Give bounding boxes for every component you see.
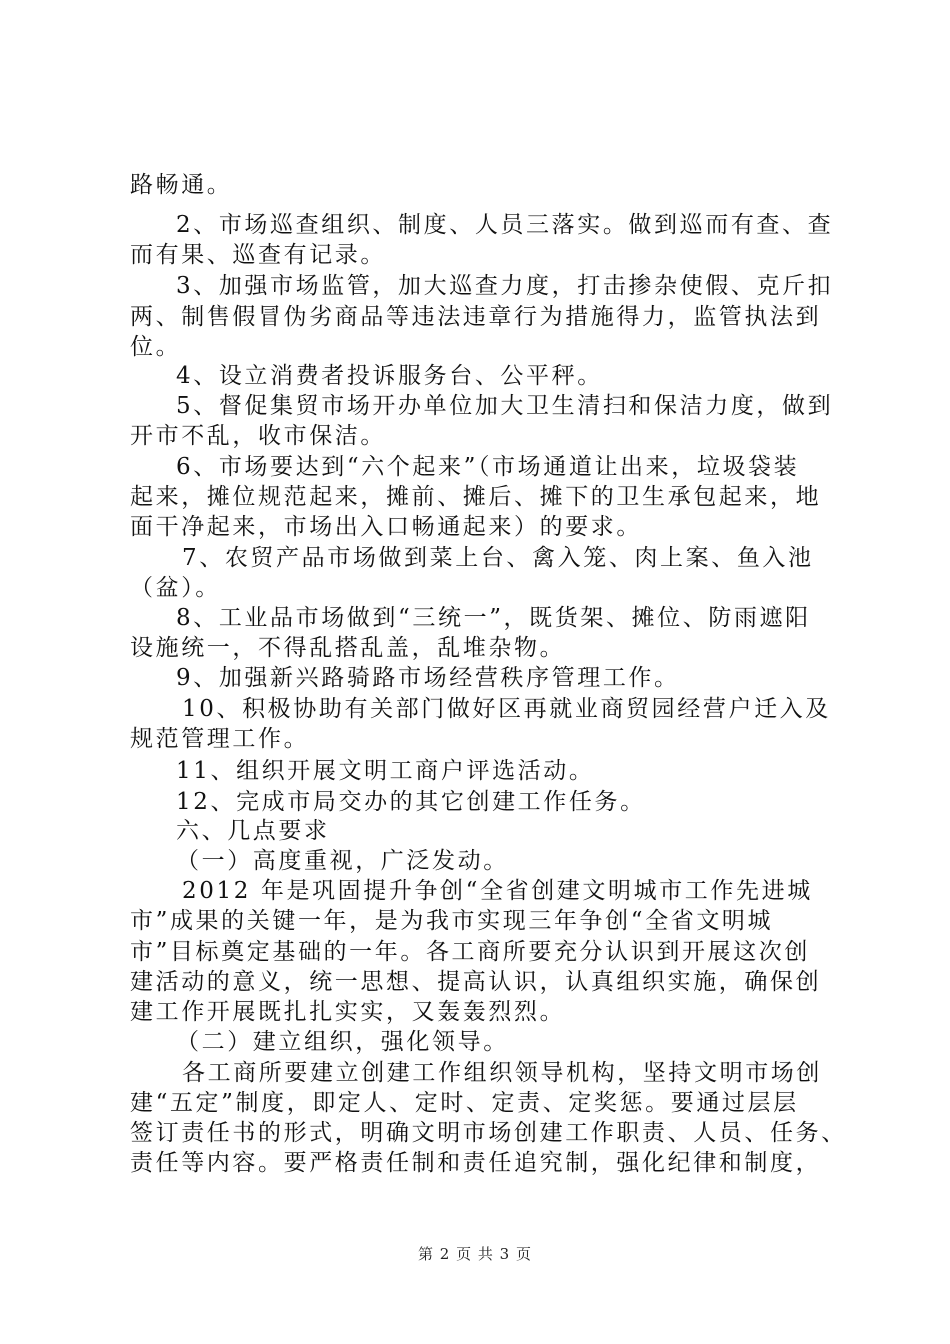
text-line: 建“五定”制度，即定人、定时、定责、定奖惩。要通过层层 — [130, 1090, 799, 1116]
section-heading: 六、几点要求 — [176, 818, 330, 844]
text-line: 市”成果的关键一年，是为我市实现三年争创“全省文明城 — [130, 908, 774, 934]
text-line: 位。 — [130, 334, 182, 360]
text-line: 12、完成市局交办的其它创建工作任务。 — [176, 789, 646, 815]
text-line: 6、市场要达到“六个起来”（市场通道让出来，垃圾袋装 — [176, 454, 800, 480]
text-line: 建工作开展既扎扎实实，又轰轰烈烈。 — [130, 999, 566, 1025]
text-line: 市”目标奠定基础的一年。各工商所要充分认识到开展这次创 — [130, 939, 810, 965]
text-line: 9、加强新兴路骑路市场经营秩序管理工作。 — [176, 665, 680, 691]
subsection-heading: （一）高度重视，广泛发动。 — [176, 848, 509, 874]
text-line: 面干净起来，市场出入口畅通起来）的要求。 — [130, 514, 642, 540]
text-line: 各工商所要建立创建工作组织领导机构，坚持文明市场创 — [182, 1060, 822, 1086]
text-line: 7、农贸产品市场做到菜上台、禽入笼、肉上案、鱼入池 — [182, 545, 814, 571]
text-line: 两、制售假冒伪劣商品等违法违章行为措施得力，监管执法到 — [130, 304, 822, 330]
text-line: 2012 年是巩固提升争创“全省创建文明城市工作先进城 — [182, 878, 813, 904]
text-line: 而有果、巡查有记录。 — [130, 242, 386, 268]
text-line: 4、设立消费者投诉服务台、公平秤。 — [176, 363, 603, 389]
text-line: 签订责任书的形式，明确文明市场创建工作职责、人员、任务、 — [130, 1120, 847, 1146]
text-line: 建活动的意义，统一思想、提高认识，认真组织实施，确保创 — [130, 969, 822, 995]
text-line: 10、积极协助有关部门做好区再就业商贸园经营户迁入及 — [182, 696, 831, 722]
text-line: （盆）。 — [130, 575, 221, 601]
page-number-footer: 第 2 页 共 3 页 — [418, 1245, 532, 1263]
text-line: 设施统一，不得乱搭乱盖，乱堆杂物。 — [130, 635, 566, 661]
text-line: 规范管理工作。 — [130, 726, 310, 752]
text-line: 起来，摊位规范起来，摊前、摊后、摊下的卫生承包起来，地 — [130, 484, 822, 510]
text-line: 5、督促集贸市场开办单位加大卫生清扫和保洁力度，做到 — [176, 393, 834, 419]
text-line: 路畅通。 — [130, 172, 233, 198]
text-line: 2、市场巡查组织、制度、人员三落实。做到巡而有查、查 — [176, 212, 834, 238]
text-line: 责任等内容。要严格责任制和责任追究制，强化纪律和制度， — [130, 1150, 822, 1176]
text-line: 开市不乱，收市保洁。 — [130, 423, 386, 449]
text-line: 11、组织开展文明工商户评选活动。 — [176, 758, 595, 784]
text-line: 8、工业品市场做到“三统一”，既货架、摊位、防雨遮阳 — [176, 605, 811, 631]
subsection-heading: （二）建立组织，强化领导。 — [176, 1029, 509, 1055]
text-line: 3、加强市场监管，加大巡查力度，打击掺杂使假、克斤扣 — [176, 273, 834, 299]
